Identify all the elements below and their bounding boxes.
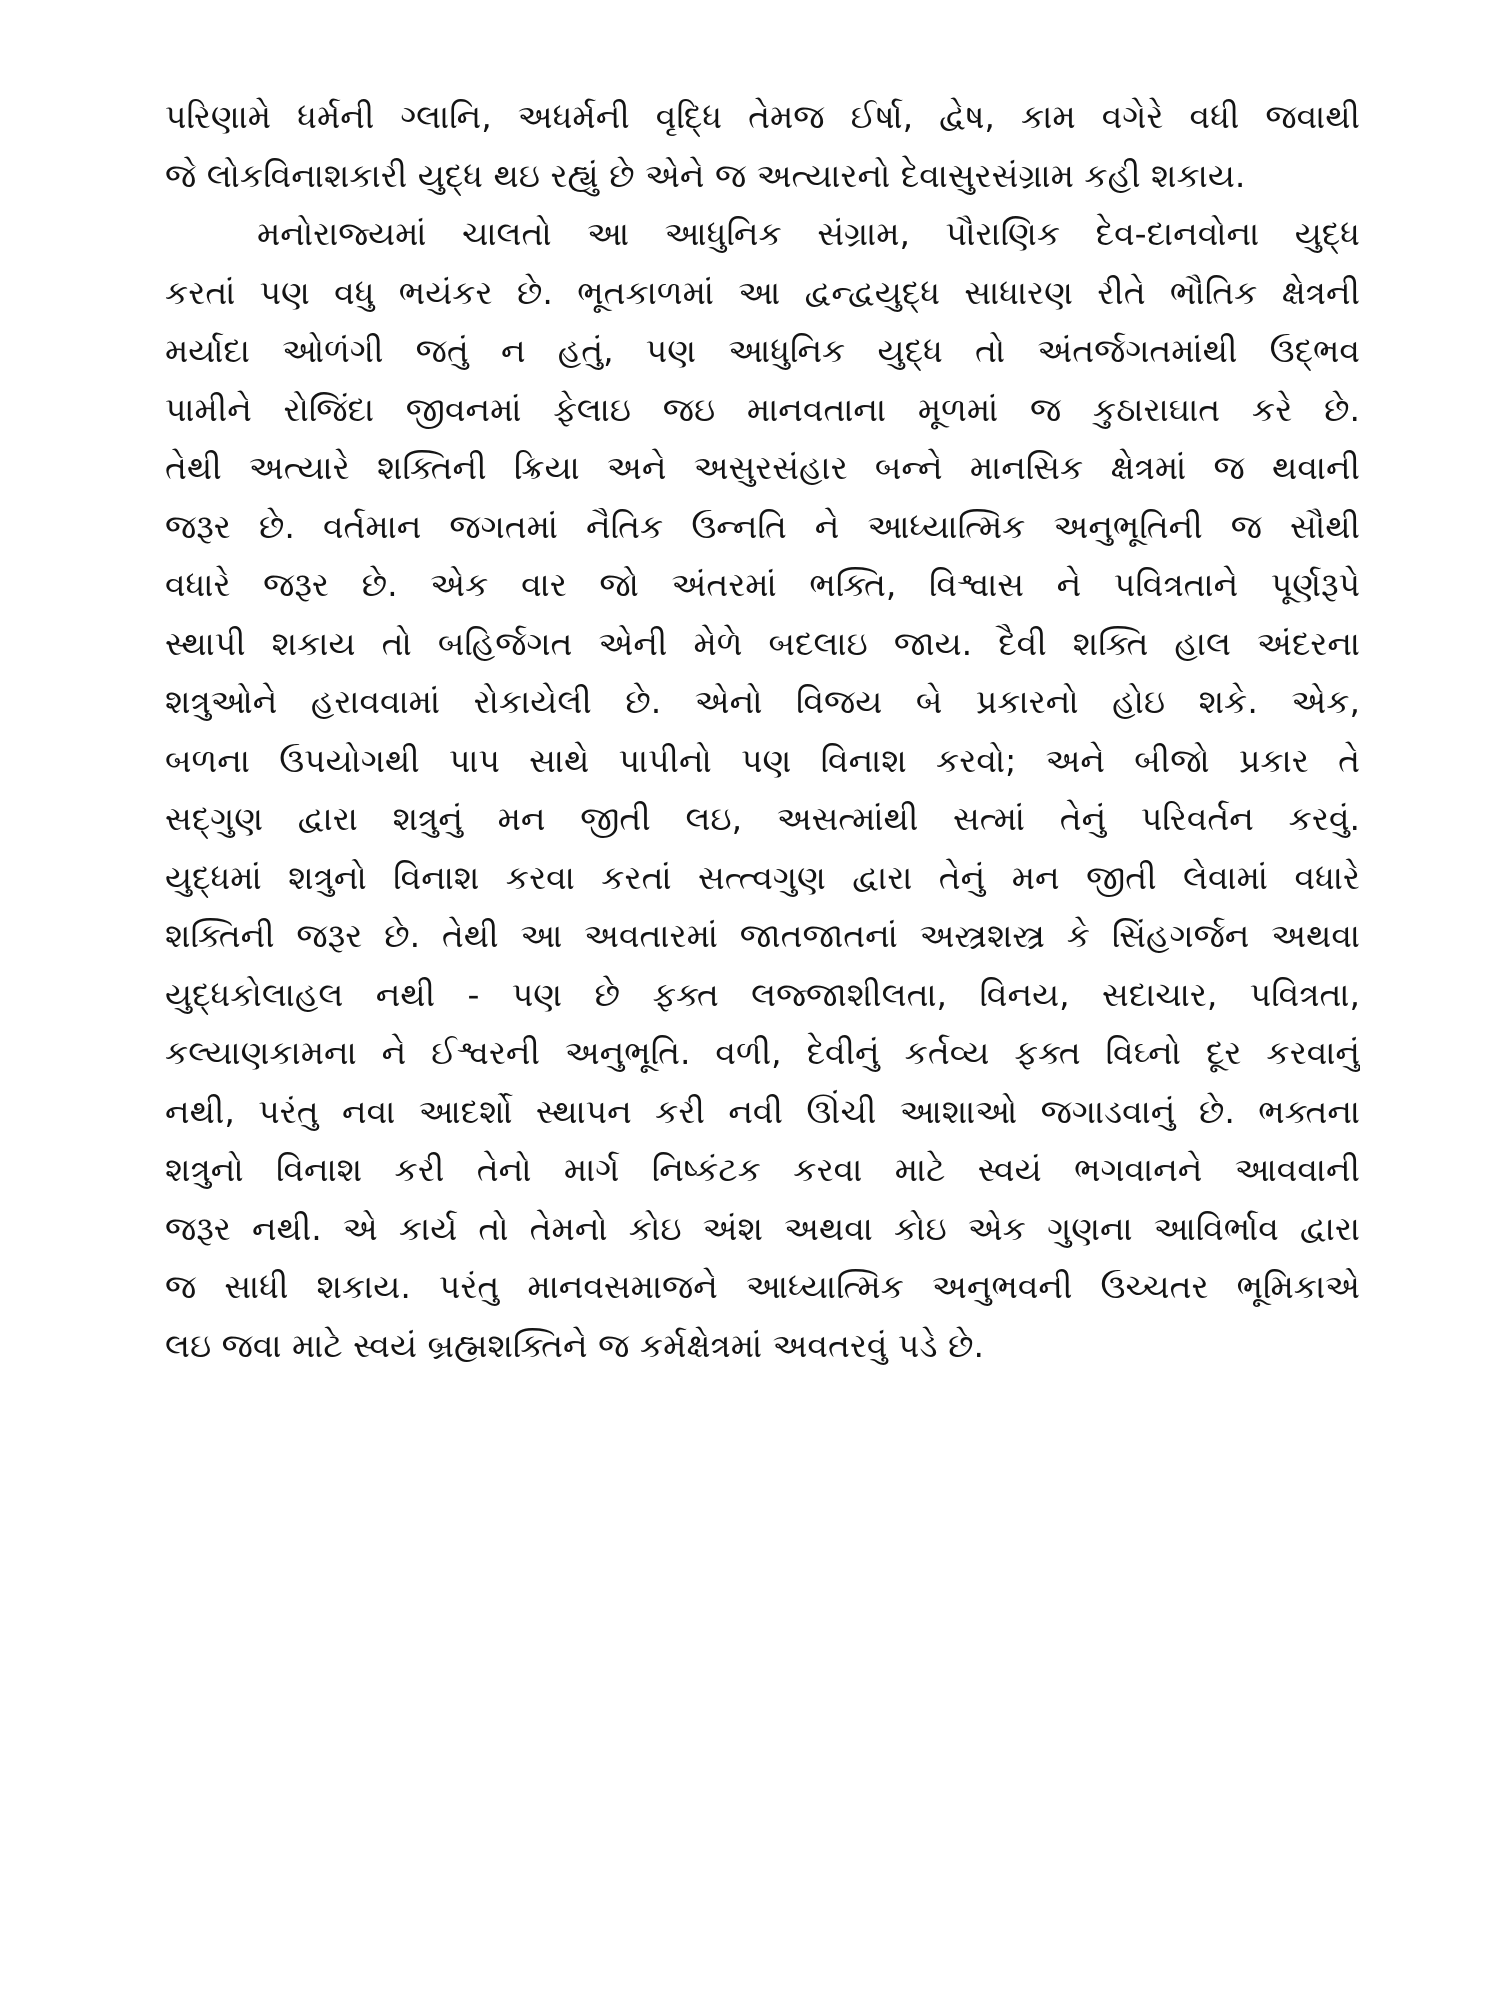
paragraph-first-line: મનોરાજ્યમાં ચાલતો આ આધુનિક સંગ્રામ, પૌરાણિક દેવ-દાનવોના યુદ્ધ bbox=[257, 214, 1360, 253]
text-line: જે લોકવિનાશકારી યુદ્ધ થઇ રહ્યું છે એને જ અત્યારનો દેવાસુરસંગ્રામ કહી શકાય. bbox=[165, 155, 1246, 195]
text-line: વધારે જરૂર છે. એક વાર જો અંતરમાં ભક્તિ, વિશ્વાસ ને પવિત્રતાને પૂર્ણરૂપે bbox=[165, 565, 1360, 604]
body-text bbox=[165, 88, 1360, 1375]
text-line: નથી, પરંતુ નવા આદર્શો સ્થાપન કરી નવી ઊંચી આશાઓ જગાડવાનું છે. ભક્તના bbox=[165, 1091, 1360, 1131]
text-line: સ્થાપી શકાય તો બહિર્જગત એની મેળે બદલાઇ જાય. દૈવી શક્તિ હાલ અંદરના bbox=[165, 623, 1360, 663]
text-line: સદ્ગુણ દ્વારા શત્રુનું મન જીતી લઇ, અસત્માંથી સત્માં તેનું પરિવર્તન કરવું. bbox=[165, 799, 1360, 838]
text-line: શત્રુઓને હરાવવામાં રોકાયેલી છે. એનો વિજય બે પ્રકારનો હોઇ શકે. એક, bbox=[165, 682, 1360, 721]
text-line: જરૂર નથી. એ કાર્ય તો તેમનો કોઇ અંશ અથવા કોઇ એક ગુણના આવિર્ભાવ દ્વારા bbox=[165, 1208, 1360, 1248]
text-line: બળના ઉપયોગથી પાપ સાથે પાપીનો પણ વિનાશ કરવો; અને બીજો પ્રકાર તે bbox=[165, 740, 1360, 780]
text-line: જ સાધી શકાય. પરંતુ માનવસમાજને આધ્યાત્મિક અનુભવની ઉચ્ચતર ભૂમિકાએ bbox=[165, 1267, 1360, 1306]
text-line: યુદ્ધમાં શત્રુનો વિનાશ કરવા કરતાં સત્ત્વગુણ દ્વારા તેનું મન જીતી લેવામાં વધારે bbox=[165, 857, 1360, 897]
text-line: કલ્યાણકામના ને ઈશ્વરની અનુભૂતિ. વળી, દેવીનું કર્તવ્ય ફક્ત વિઘ્નો દૂર કરવાનું bbox=[165, 1033, 1360, 1072]
text-line: કરતાં પણ વધુ ભયંકર છે. ભૂતકાળમાં આ દ્વન્દ્વયુદ્ધ સાધારણ રીતે ભૌતિક ક્ષેત્રની bbox=[165, 272, 1360, 312]
text-line: તેથી અત્યારે શક્તિની ક્રિયા અને અસુરસંહાર બન્ને માનસિક ક્ષેત્રમાં જ થવાની bbox=[165, 448, 1360, 487]
text-line: મર્યાદા ઓળંગી જતું ન હતું, પણ આધુનિક યુદ્ધ તો અંતર્જગતમાંથી ઉદ્ભવ bbox=[165, 331, 1360, 370]
text-line: પામીને રોજિંદા જીવનમાં ફેલાઇ જઇ માનવતાના મૂળમાં જ કુઠારાઘાત કરે છે. bbox=[165, 389, 1360, 429]
text-line: જરૂર છે. વર્તમાન જગતમાં નૈતિક ઉન્નતિ ને આધ્યાત્મિક અનુભૂતિની જ સૌથી bbox=[165, 506, 1360, 546]
text-line: શક્તિની જરૂર છે. તેથી આ અવતારમાં જાતજાતનાં અસ્ત્રશસ્ત્ર કે સિંહગર્જન અથવા bbox=[165, 916, 1360, 955]
text-line: શત્રુનો વિનાશ કરી તેનો માર્ગ નિષ્કંટક કરવા માટે સ્વયં ભગવાનને આવવાની bbox=[165, 1150, 1360, 1189]
text-line: યુદ્ધકોલાહલ નથી - પણ છે ફક્ત લજ્જાશીલતા, વિનય, સદાચાર, પવિત્રતા, bbox=[165, 974, 1360, 1014]
text-line: પરિણામે ધર્મની ગ્લાનિ, અધર્મની વૃદ્ધિ તેમજ ઈર્ષા, દ્વેષ, કામ વગેરે વધી જવાથી bbox=[165, 97, 1360, 136]
paragraph-last-line: લઇ જવા માટે સ્વયં બ્રહ્મશક્તિને જ કર્મક્ષેત્રમાં અવતરવું પડે છે. bbox=[165, 1325, 984, 1365]
